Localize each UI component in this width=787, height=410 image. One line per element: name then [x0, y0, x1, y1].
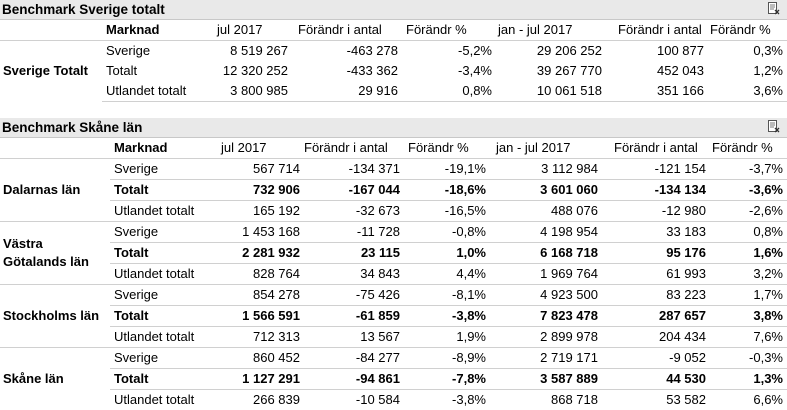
cell-value: 712 313	[217, 327, 304, 348]
cell-value: 266 839	[217, 390, 304, 410]
cell-value: -134 371	[304, 159, 404, 180]
table-header-row	[0, 20, 787, 41]
market-label[interactable]: Sverige	[110, 285, 217, 306]
cell-value: 100 877	[606, 41, 708, 62]
table-header-row	[0, 138, 787, 159]
column-header[interactable]: Marknad	[102, 20, 207, 41]
cell-value: -8,1%	[404, 285, 490, 306]
cell-value: -11 728	[304, 222, 404, 243]
column-header[interactable]: jan - jul 2017	[496, 20, 606, 41]
column-header[interactable]: Förändr i antal	[602, 138, 710, 159]
cell-value: 868 718	[490, 390, 602, 410]
cell-value: -12 980	[602, 201, 710, 222]
column-header[interactable]: Förändr i antal	[606, 20, 708, 41]
cell-value: 3 112 984	[490, 159, 602, 180]
cell-value: 2 281 932	[217, 243, 304, 264]
region-label[interactable]: Västra Götalands län	[0, 222, 110, 285]
cell-value: 12 320 252	[207, 61, 292, 81]
clear-filter-icon[interactable]	[767, 1, 781, 17]
panel-title: Benchmark Skåne län	[2, 119, 142, 136]
column-header[interactable]: Förändr i antal	[304, 138, 404, 159]
cell-value: 1,6%	[710, 243, 787, 264]
table-row	[0, 285, 787, 306]
region-label[interactable]: Dalarnas län	[0, 159, 110, 222]
column-header[interactable]: Förändr %	[710, 138, 787, 159]
market-label[interactable]: Totalt	[110, 243, 217, 264]
table-row	[0, 180, 787, 201]
market-label[interactable]: Utlandet totalt	[110, 327, 217, 348]
clear-filter-icon[interactable]	[767, 119, 781, 135]
cell-value: -9 052	[602, 348, 710, 369]
market-label[interactable]: Utlandet totalt	[110, 390, 217, 410]
table-row	[0, 41, 787, 62]
cell-value: 1,7%	[710, 285, 787, 306]
panel-title: Benchmark Sverige totalt	[2, 1, 165, 18]
cell-value: 83 223	[602, 285, 710, 306]
table-row	[0, 243, 787, 264]
table-row	[0, 159, 787, 180]
table-row	[0, 222, 787, 243]
cell-value: -3,8%	[404, 306, 490, 327]
cell-value: -2,6%	[710, 201, 787, 222]
panel-title-bar	[0, 0, 787, 20]
cell-value: -94 861	[304, 369, 404, 390]
cell-value: 3 800 985	[207, 81, 292, 102]
cell-value: 3,2%	[710, 264, 787, 285]
region-label[interactable]: Sverige Totalt	[0, 41, 102, 102]
cell-value: 13 567	[304, 327, 404, 348]
cell-value: 854 278	[217, 285, 304, 306]
cell-value: 7,6%	[710, 327, 787, 348]
benchmark-skane-panel	[0, 118, 787, 410]
column-header[interactable]: Marknad	[110, 138, 217, 159]
market-label[interactable]: Utlandet totalt	[102, 81, 207, 102]
cell-value: -16,5%	[404, 201, 490, 222]
column-header[interactable]: Förändr %	[708, 20, 787, 41]
cell-value: 567 714	[217, 159, 304, 180]
cell-value: 7 823 478	[490, 306, 602, 327]
cell-value: -7,8%	[404, 369, 490, 390]
cell-value: -3,8%	[404, 390, 490, 410]
market-label[interactable]: Totalt	[110, 369, 217, 390]
cell-value: 2 899 978	[490, 327, 602, 348]
panel-title-bar	[0, 118, 787, 138]
cell-value: -463 278	[292, 41, 402, 62]
cell-value: 33 183	[602, 222, 710, 243]
cell-value: 53 582	[602, 390, 710, 410]
cell-value: 3,6%	[708, 81, 787, 102]
column-header[interactable]: jan - jul 2017	[490, 138, 602, 159]
cell-value: 23 115	[304, 243, 404, 264]
column-header[interactable]: Förändr i antal	[292, 20, 402, 41]
cell-value: 0,8%	[710, 222, 787, 243]
cell-value: -3,6%	[710, 180, 787, 201]
cell-value: -3,7%	[710, 159, 787, 180]
cell-value: 39 267 770	[496, 61, 606, 81]
table-row	[0, 369, 787, 390]
cell-value: 165 192	[217, 201, 304, 222]
table-row	[0, 201, 787, 222]
cell-value: 61 993	[602, 264, 710, 285]
cell-value: 351 166	[606, 81, 708, 102]
cell-value: -18,6%	[404, 180, 490, 201]
cell-value: 4 923 500	[490, 285, 602, 306]
benchmark-skane-table	[0, 138, 787, 410]
cell-value: 1,2%	[708, 61, 787, 81]
region-label[interactable]: Skåne län	[0, 348, 110, 410]
cell-value: -134 134	[602, 180, 710, 201]
cell-value: 10 061 518	[496, 81, 606, 102]
cell-value: 1 453 168	[217, 222, 304, 243]
table-row	[0, 327, 787, 348]
cell-value: 1 969 764	[490, 264, 602, 285]
cell-value: 0,3%	[708, 41, 787, 62]
cell-value: 3,8%	[710, 306, 787, 327]
table-row	[0, 81, 787, 102]
cell-value: 34 843	[304, 264, 404, 285]
cell-value: 29 206 252	[496, 41, 606, 62]
column-header[interactable]: Förändr %	[404, 138, 490, 159]
cell-value: -32 673	[304, 201, 404, 222]
table-row	[0, 348, 787, 369]
cell-value: 6 168 718	[490, 243, 602, 264]
market-label[interactable]: Utlandet totalt	[110, 201, 217, 222]
cell-value: 0,8%	[402, 81, 496, 102]
cell-value: 287 657	[602, 306, 710, 327]
cell-value: 860 452	[217, 348, 304, 369]
cell-value: 4,4%	[404, 264, 490, 285]
cell-value: -433 362	[292, 61, 402, 81]
cell-value: 452 043	[606, 61, 708, 81]
cell-value: 44 530	[602, 369, 710, 390]
cell-value: 828 764	[217, 264, 304, 285]
cell-value: 95 176	[602, 243, 710, 264]
cell-value: -75 426	[304, 285, 404, 306]
cell-value: 3 601 060	[490, 180, 602, 201]
cell-value: 204 434	[602, 327, 710, 348]
cell-value: 6,6%	[710, 390, 787, 410]
cell-value: 1,9%	[404, 327, 490, 348]
cell-value: -3,4%	[402, 61, 496, 81]
market-label[interactable]: Totalt	[102, 61, 207, 81]
table-row	[0, 306, 787, 327]
column-header[interactable]: jul 2017	[217, 138, 304, 159]
cell-value: 732 906	[217, 180, 304, 201]
cell-value: 1 127 291	[217, 369, 304, 390]
cell-value: 1,3%	[710, 369, 787, 390]
table-row	[0, 264, 787, 285]
cell-value: -8,9%	[404, 348, 490, 369]
cell-value: -0,3%	[710, 348, 787, 369]
market-label[interactable]: Totalt	[110, 180, 217, 201]
cell-value: -61 859	[304, 306, 404, 327]
cell-value: -19,1%	[404, 159, 490, 180]
column-header[interactable]: jul 2017	[207, 20, 292, 41]
cell-value: 1,0%	[404, 243, 490, 264]
cell-value: -0,8%	[404, 222, 490, 243]
cell-value: 2 719 171	[490, 348, 602, 369]
table-row	[0, 390, 787, 410]
market-label[interactable]: Utlandet totalt	[110, 264, 217, 285]
table-row	[0, 61, 787, 81]
cell-value: 488 076	[490, 201, 602, 222]
market-label[interactable]: Sverige	[110, 348, 217, 369]
cell-value: -121 154	[602, 159, 710, 180]
market-label[interactable]: Totalt	[110, 306, 217, 327]
cell-value: 1 566 591	[217, 306, 304, 327]
benchmark-sverige-panel	[0, 0, 787, 102]
cell-value: -10 584	[304, 390, 404, 410]
cell-value: 29 916	[292, 81, 402, 102]
cell-value: 4 198 954	[490, 222, 602, 243]
market-label[interactable]: Sverige	[110, 159, 217, 180]
column-header[interactable]: Förändr %	[402, 20, 496, 41]
cell-value: -5,2%	[402, 41, 496, 62]
market-label[interactable]: Sverige	[102, 41, 207, 62]
cell-value: 3 587 889	[490, 369, 602, 390]
cell-value: -84 277	[304, 348, 404, 369]
cell-value: 8 519 267	[207, 41, 292, 62]
market-label[interactable]: Sverige	[110, 222, 217, 243]
benchmark-sverige-table	[0, 20, 787, 102]
cell-value: -167 044	[304, 180, 404, 201]
region-label[interactable]: Stockholms län	[0, 285, 110, 348]
